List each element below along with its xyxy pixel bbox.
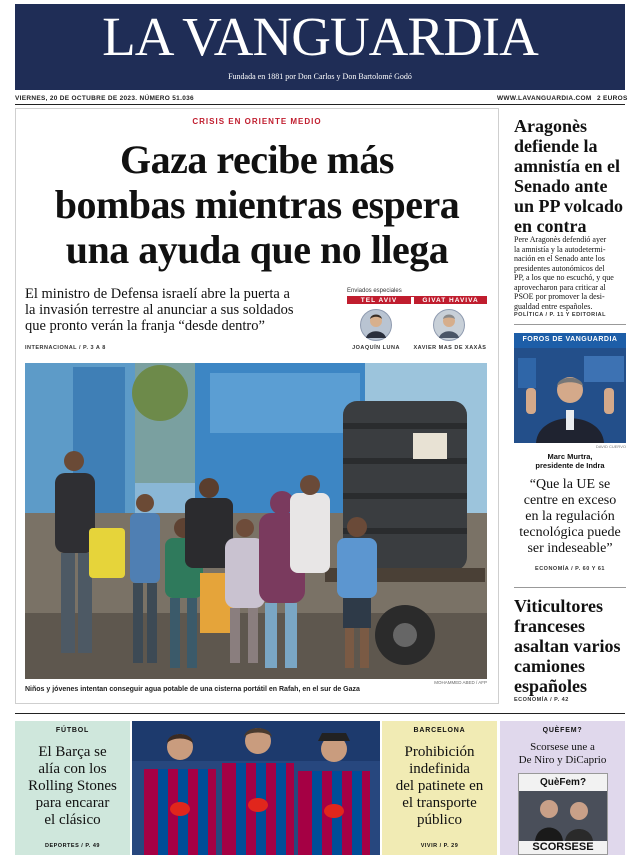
lead-photo-caption: Niños y jóvenes intentan conseguir agua potable de una cisterna portátil en Rafah, en el sur de Gaza xyxy=(25,686,360,693)
lead-headline-line: una ayuda que no llega xyxy=(65,227,449,272)
sidebar-top-body-line: Pere Aragonès defendió ayer xyxy=(514,235,607,244)
interview-role: presidente de Indra xyxy=(535,461,605,470)
quefem-cover xyxy=(518,773,608,855)
sidebar-top-body-line: presidentes autonómicos del xyxy=(514,263,605,273)
interview-quote-line: en la regulación xyxy=(525,509,615,524)
interview-quote-line: tecnológica puede xyxy=(519,525,621,540)
futbol-kicker: FÚTBOL xyxy=(55,727,90,734)
futbol-title-line: para encarar xyxy=(35,795,110,811)
sidebar-bottom-headline-line: Viticultores xyxy=(514,596,603,616)
lead-photo-credit: MOHAMMED ABED / AFP xyxy=(434,680,487,685)
sidebar-bottom-headline-line: franceses xyxy=(514,616,585,636)
quefem-title xyxy=(500,741,625,767)
interview-quote xyxy=(514,477,626,557)
barcelona-kicker: BARCELONA xyxy=(413,727,466,734)
sidebar-top-headline-line: defiende la xyxy=(514,136,598,156)
futbol-title-line: el clásico xyxy=(44,812,101,828)
dateline-rule xyxy=(15,104,625,105)
lead-headline xyxy=(15,137,499,272)
masthead-title: LA VANGUARDIA xyxy=(102,6,538,67)
masthead-subtitle: Fundada en 1881 por Don Carlos y Don Bartolomé Godó xyxy=(228,72,412,81)
sidebar-top-headline xyxy=(514,116,626,236)
interview-tag[interactable]: ECONOMÍA / P. 60 Y 61 xyxy=(535,566,605,572)
interview-name: Marc Murtra, xyxy=(547,452,593,461)
envoy-name-xavier-mas: XAVIER MAS DE XAXÀS xyxy=(413,345,487,351)
sidebar-bottom-headline-line: españoles xyxy=(514,676,588,696)
sidebar-top-body-line: nación en el Senado ante los xyxy=(514,254,605,263)
dateline-date: VIERNES, 20 DE OCTUBRE DE 2023. NÚMERO 51.036 xyxy=(15,95,194,102)
sidebar-top-body-line: PSOE por promover la desi- xyxy=(514,292,605,301)
sidebar-top-headline-line: Senado ante xyxy=(514,176,608,196)
sidebar-bottom-headline xyxy=(514,596,626,696)
lead-deck xyxy=(25,286,345,334)
quefem-title-line: Scorsese une a xyxy=(530,741,595,753)
barcelona-title-line: indefinida xyxy=(409,761,470,777)
sidebar-top-headline-line: en contra xyxy=(514,216,587,236)
barca-rolling-stones-photo xyxy=(132,721,380,855)
envoy-city-givat-haviva: GIVAT HAVIVA xyxy=(414,297,487,304)
sidebar-bottom-headline-line: camiones xyxy=(514,656,585,676)
interview-quote-line: centre en exceso xyxy=(523,493,617,508)
futbol-title xyxy=(15,744,130,829)
lead-kicker: CRISIS EN ORIENTE MEDIO xyxy=(192,117,322,126)
interview-photo-marc-murtra xyxy=(514,348,626,443)
sidebar-top-tag[interactable]: POLÍTICA / P. 11 Y EDITORIAL xyxy=(514,312,606,318)
sidebar-top-headline-line: Aragonès xyxy=(514,116,587,136)
envoy-name-joaquin-luna: JOAQUÍN LUNA xyxy=(352,345,400,351)
sidebar-top-body-line: aprovecharon para criticar al xyxy=(514,282,606,292)
futbol-tag[interactable]: DEPORTES / P. 49 xyxy=(45,843,100,849)
interview-quote-line: ser indeseable” xyxy=(527,541,613,556)
quefem-kicker: QUÈFEM? xyxy=(542,727,583,734)
futbol-title-line: El Barça se xyxy=(38,744,107,760)
lead-headline-line: bombas mientras espera xyxy=(54,182,460,227)
barcelona-title-line: público xyxy=(417,812,462,828)
masthead xyxy=(15,4,625,90)
envoy-city-tel-aviv: TEL AVIV xyxy=(347,297,411,304)
dateline-website[interactable]: WWW.LAVANGUARDIA.COM xyxy=(497,95,592,102)
futbol-title-line: Rolling Stones xyxy=(28,778,117,794)
sidebar-bottom-headline-line: asaltan varios xyxy=(514,636,621,656)
lead-deck-line: que pronto verán la franja “desde dentro” xyxy=(25,318,265,334)
envoy-avatar-joaquin-luna xyxy=(360,308,392,342)
sidebar-top-body-line: la amnistía y la autodetermi- xyxy=(514,244,606,254)
envoy-avatar-xavier-mas xyxy=(433,308,465,342)
quefem-cover-photo xyxy=(519,791,607,841)
interview-quote-line: “Que la UE se xyxy=(529,477,611,492)
quefem-cover-title: QuèFem? xyxy=(539,777,587,788)
barcelona-tag[interactable]: VIVIR / P. 29 xyxy=(420,843,459,849)
futbol-title-line: alía con los xyxy=(38,761,107,777)
dateline-price: 2 EUROS xyxy=(597,95,628,102)
interview-photo-credit: DAVID CUERVO xyxy=(595,444,626,449)
barcelona-title-line: del patinete en xyxy=(395,778,484,794)
quefem-title-line: De Niro y DiCaprio xyxy=(518,754,607,766)
lead-deck-line: la invasión terrestre al anunciar a sus soldados xyxy=(25,302,294,318)
lead-deck-line: El ministro de Defensa israelí abre la puerta a xyxy=(25,286,290,302)
sidebar-bottom-tag[interactable]: ECONOMÍA / P. 42 xyxy=(514,697,569,703)
sidebar-top-body-line: gualdad entre españoles. xyxy=(514,301,593,311)
sidebar-top-body-line: PP, a los que no escuchó, y que xyxy=(514,273,614,282)
sidebar-top-body xyxy=(514,235,626,311)
interview-person xyxy=(514,452,626,470)
sidebar-rule-2 xyxy=(514,587,626,588)
barcelona-title xyxy=(382,744,497,829)
barcelona-title-line: Prohibición xyxy=(404,744,475,760)
lead-headline-line: Gaza recibe más xyxy=(120,137,394,182)
sidebar-rule-1 xyxy=(514,324,626,325)
sidebar-top-headline-line: amnistía en el xyxy=(514,156,620,176)
sidebar-top-headline-line: un PP volcado xyxy=(514,196,624,216)
interview-label: FOROS DE VANGUARDIA xyxy=(522,336,618,343)
lead-section-tag[interactable]: INTERNACIONAL / P. 3 A 8 xyxy=(25,345,106,351)
envoys-label: Enviados especiales xyxy=(347,288,402,294)
lead-photo-gaza-water-tank xyxy=(25,363,487,679)
bottom-strip-rule xyxy=(15,713,625,714)
quefem-cover-word: SCORSESE xyxy=(532,841,594,853)
barcelona-title-line: el transporte xyxy=(402,795,477,811)
